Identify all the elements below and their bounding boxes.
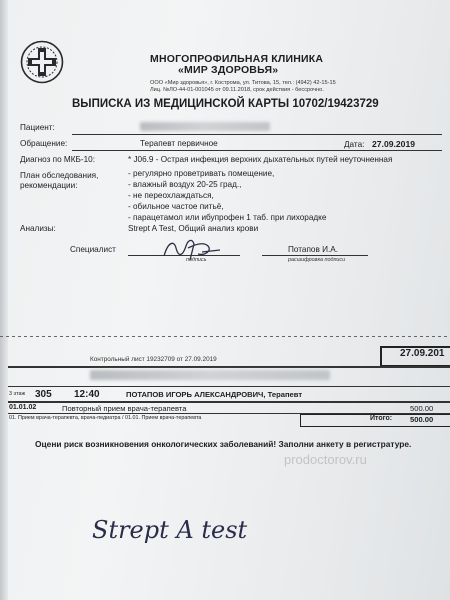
patient-name-redacted	[140, 122, 270, 131]
service-price: 500.00	[410, 404, 434, 413]
plan-item: - не переохлаждаться,	[128, 191, 214, 200]
patient-redacted	[90, 370, 330, 380]
clinic-details-line2: Лиц. №ЛО-44-01-001045 от 09.11.2018, срок действия - бессрочно.	[150, 87, 324, 93]
signature-caption: подпись	[186, 257, 207, 263]
time: 12:40	[74, 389, 100, 400]
paper-shadow	[0, 0, 8, 600]
handwritten-note: Strept A test	[92, 516, 248, 544]
control-sheet: Контрольный лист 19232709 от 27.09.2019	[90, 356, 217, 363]
appointment-bottom-rule	[8, 401, 450, 403]
plan-label-line2: рекомендации:	[20, 181, 78, 190]
diagnosis-value: * J06.9 - Острая инфекция верхних дыхательных путей неуточненная	[128, 155, 393, 164]
appeal-underline	[72, 150, 442, 151]
clinic-logo-icon	[20, 40, 64, 84]
perforation-line	[0, 336, 450, 337]
analyses-label: Анализы:	[20, 224, 56, 233]
plan-item: - регулярно проветривать помещение,	[128, 169, 275, 178]
plan-label-line1: План обследования,	[20, 171, 99, 180]
date-value: 27.09.2019	[372, 139, 416, 149]
watermark: prodoctorov.ru	[284, 452, 367, 467]
total-label: Итого:	[370, 415, 393, 422]
patient-underline	[72, 134, 442, 135]
name-underline	[262, 255, 368, 256]
clinic-name-line1: МНОГОПРОФИЛЬНАЯ КЛИНИКА	[150, 53, 324, 65]
appeal-label: Обращение:	[20, 139, 68, 148]
receipt-top-rule	[8, 366, 450, 368]
date-label: Дата:	[344, 140, 365, 149]
plan-item: - влажный воздух 20-25 град.,	[128, 180, 242, 189]
appeal-value: Терапевт первичное	[140, 139, 218, 148]
doctor-full-name: ПОТАПОВ ИГОРЬ АЛЕКСАНДРОВИЧ, Терапевт	[126, 390, 303, 399]
total-value: 500.00	[410, 415, 434, 424]
plan-item: - обильное частое питьё,	[128, 202, 224, 211]
service-subline: 01. Прием врача-терапевта, врача-педиатра / 01.01. Прием врача-терапевта	[9, 415, 202, 421]
service-name: Повторный прием врача-терапевта	[62, 404, 187, 413]
name-caption: расшифровка подписи	[288, 257, 346, 263]
specialist-label: Специалист	[70, 245, 116, 254]
room: 305	[35, 389, 52, 400]
diagnosis-label: Диагноз по МКБ-10:	[20, 155, 96, 164]
analyses-value: Strept A Test, Общий анализ крови	[128, 224, 259, 233]
plan-item: - парацетамол или ибупрофен 1 таб. при лихорадке	[128, 213, 327, 222]
patient-label: Пациент:	[20, 123, 55, 132]
doctor-short-name: Потапов И.А.	[288, 245, 338, 254]
clinic-details-line1: ООО «Мир здоровья», г. Кострома, ул. Титова, 15, тел.: (4942) 42-15-15	[150, 80, 336, 86]
floor: 3 этаж	[9, 391, 26, 397]
oncology-notice: Оцени риск возникновения онкологических заболеваний! Заполни анкету в регистратуре.	[35, 439, 412, 449]
clinic-name-line2: «МИР ЗДОРОВЬЯ»	[178, 64, 279, 76]
appointment-rule	[8, 386, 450, 387]
service-code: 01.01.02	[9, 404, 37, 411]
receipt-date: 27.09.201	[400, 348, 445, 359]
document-title: ВЫПИСКА ИЗ МЕДИЦИНСКОЙ КАРТЫ 10702/19423729	[72, 98, 379, 110]
